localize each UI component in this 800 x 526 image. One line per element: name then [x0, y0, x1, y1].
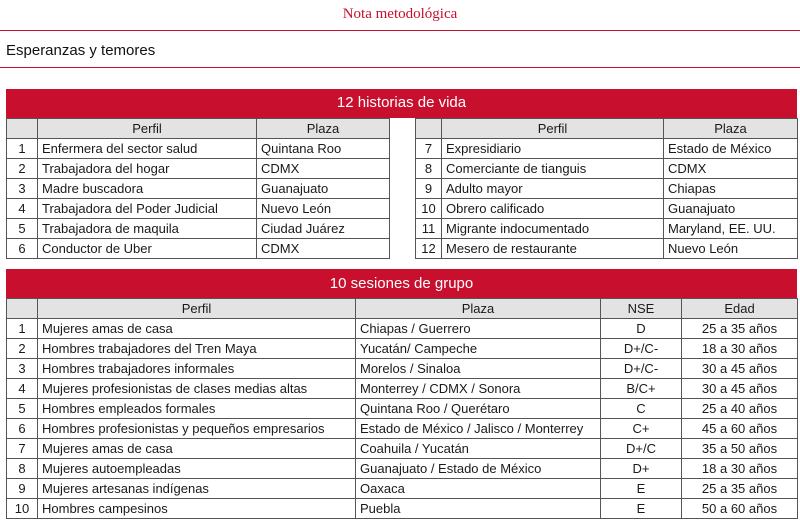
- historias-left-table: [6, 118, 390, 259]
- row-number: 9: [416, 179, 442, 199]
- row-perfil: Comerciante de tianguis: [442, 159, 664, 179]
- row-nse: C: [601, 399, 682, 419]
- row-number: 3: [7, 359, 38, 379]
- row-number: 2: [7, 339, 38, 359]
- row-perfil: Mesero de restaurante: [442, 239, 664, 259]
- row-number: 8: [416, 159, 442, 179]
- row-nse: D: [601, 319, 682, 339]
- row-perfil: Hombres campesinos: [38, 499, 356, 519]
- row-perfil: Madre buscadora: [38, 179, 257, 199]
- row-perfil: Trabajadora del Poder Judicial: [38, 199, 257, 219]
- row-number: 5: [7, 219, 38, 239]
- row-nse: E: [601, 499, 682, 519]
- table-gap: [389, 118, 415, 122]
- row-number: 10: [416, 199, 442, 219]
- table-row: [416, 179, 798, 199]
- table-row: [7, 159, 390, 179]
- historias-right-table: [415, 118, 798, 259]
- row-number: 4: [7, 199, 38, 219]
- table-row: [416, 239, 798, 259]
- row-plaza: Morelos / Sinaloa: [356, 359, 601, 379]
- row-number: 3: [7, 179, 38, 199]
- header-num: [7, 119, 38, 139]
- table-row: [7, 419, 798, 439]
- row-perfil: Trabajadora del hogar: [38, 159, 257, 179]
- row-plaza: Guanajuato: [664, 199, 798, 219]
- row-nse: C+: [601, 419, 682, 439]
- row-plaza: Quintana Roo: [257, 139, 390, 159]
- table-header-row: [7, 299, 798, 319]
- row-perfil: Mujeres amas de casa: [38, 319, 356, 339]
- row-plaza: Nuevo León: [664, 239, 798, 259]
- table-row: [7, 339, 798, 359]
- row-plaza: Guanajuato: [257, 179, 390, 199]
- table-row: [7, 179, 390, 199]
- row-perfil: Mujeres amas de casa: [38, 439, 356, 459]
- row-perfil: Expresidiario: [442, 139, 664, 159]
- table-row: [416, 139, 798, 159]
- row-perfil: Hombres trabajadores del Tren Maya: [38, 339, 356, 359]
- row-edad: 45 a 60 años: [682, 419, 798, 439]
- header-num: [7, 299, 38, 319]
- table-row: [7, 359, 798, 379]
- row-number: 8: [7, 459, 38, 479]
- row-nse: D+: [601, 459, 682, 479]
- row-plaza: Ciudad Juárez: [257, 219, 390, 239]
- row-perfil: Mujeres profesionistas de clases medias altas: [38, 379, 356, 399]
- row-plaza: CDMX: [257, 159, 390, 179]
- table-row: [7, 319, 798, 339]
- row-plaza: CDMX: [257, 239, 390, 259]
- row-plaza: Oaxaca: [356, 479, 601, 499]
- table-row: [416, 159, 798, 179]
- header-perfil: Perfil: [442, 119, 664, 139]
- row-perfil: Migrante indocumentado: [442, 219, 664, 239]
- historias-title: 12 historias de vida: [336, 94, 467, 111]
- row-edad: 30 a 45 años: [682, 359, 798, 379]
- row-edad: 18 a 30 años: [682, 339, 798, 359]
- header-plaza: Plaza: [664, 119, 798, 139]
- header-perfil: Perfil: [38, 119, 257, 139]
- row-plaza: Estado de México: [664, 139, 798, 159]
- page-header-title: Nota metodológica: [342, 6, 458, 22]
- row-plaza: Nuevo León: [257, 199, 390, 219]
- row-nse: D+/C: [601, 439, 682, 459]
- row-edad: 30 a 45 años: [682, 379, 798, 399]
- row-perfil: Obrero calificado: [442, 199, 664, 219]
- row-edad: 25 a 35 años: [682, 319, 798, 339]
- table-row: [7, 399, 798, 419]
- header-num: [416, 119, 442, 139]
- row-plaza: Maryland, EE. UU.: [664, 219, 798, 239]
- row-number: 6: [7, 419, 38, 439]
- row-nse: D+/C-: [601, 359, 682, 379]
- row-plaza: Puebla: [356, 499, 601, 519]
- row-plaza: Chiapas / Guerrero: [356, 319, 601, 339]
- table-row: [7, 219, 390, 239]
- table-row: [7, 439, 798, 459]
- header-plaza: Plaza: [356, 299, 601, 319]
- table-row: [7, 499, 798, 519]
- row-edad: 35 a 50 años: [682, 439, 798, 459]
- row-number: 11: [416, 219, 442, 239]
- table-row: [7, 239, 390, 259]
- row-edad: 18 a 30 años: [682, 459, 798, 479]
- historias-title-bar: [6, 89, 797, 118]
- row-perfil: Hombres trabajadores informales: [38, 359, 356, 379]
- row-perfil: Hombres empleados formales: [38, 399, 356, 419]
- table-row: [7, 199, 390, 219]
- row-plaza: Coahuila / Yucatán: [356, 439, 601, 459]
- table-header-row: [7, 119, 390, 139]
- row-number: 12: [416, 239, 442, 259]
- row-perfil: Conductor de Uber: [38, 239, 257, 259]
- header-perfil: Perfil: [38, 299, 356, 319]
- row-plaza: Yucatán/ Campeche: [356, 339, 601, 359]
- row-perfil: Trabajadora de maquila: [38, 219, 257, 239]
- header-divider: [0, 30, 800, 31]
- row-nse: E: [601, 479, 682, 499]
- row-edad: 25 a 35 años: [682, 479, 798, 499]
- row-plaza: Chiapas: [664, 179, 798, 199]
- row-number: 10: [7, 499, 38, 519]
- row-perfil: Adulto mayor: [442, 179, 664, 199]
- row-plaza: Monterrey / CDMX / Sonora: [356, 379, 601, 399]
- sesiones-title: 10 sesiones de grupo: [329, 275, 474, 292]
- subtitle-divider: [0, 67, 800, 68]
- row-number: 9: [7, 479, 38, 499]
- table-row: [416, 219, 798, 239]
- sesiones-table: [6, 298, 798, 519]
- page-subtitle: Esperanzas y temores: [6, 42, 156, 59]
- header-edad: Edad: [682, 299, 798, 319]
- row-perfil: Mujeres autoempleadas: [38, 459, 356, 479]
- row-perfil: Mujeres artesanas indígenas: [38, 479, 356, 499]
- row-plaza: Guanajuato / Estado de México: [356, 459, 601, 479]
- row-plaza: CDMX: [664, 159, 798, 179]
- row-number: 6: [7, 239, 38, 259]
- table-row: [7, 139, 390, 159]
- table-header-row: [416, 119, 798, 139]
- row-edad: 50 a 60 años: [682, 499, 798, 519]
- row-plaza: Quintana Roo / Querétaro: [356, 399, 601, 419]
- table-row: [7, 479, 798, 499]
- row-number: 1: [7, 139, 38, 159]
- row-number: 7: [7, 439, 38, 459]
- row-number: 4: [7, 379, 38, 399]
- table-row: [7, 459, 798, 479]
- header-nse: NSE: [601, 299, 682, 319]
- row-edad: 25 a 40 años: [682, 399, 798, 419]
- row-number: 2: [7, 159, 38, 179]
- row-nse: D+/C-: [601, 339, 682, 359]
- table-row: [7, 379, 798, 399]
- row-nse: B/C+: [601, 379, 682, 399]
- row-perfil: Enfermera del sector salud: [38, 139, 257, 159]
- row-number: 5: [7, 399, 38, 419]
- row-number: 1: [7, 319, 38, 339]
- table-row: [416, 199, 798, 219]
- row-plaza: Estado de México / Jalisco / Monterrey: [356, 419, 601, 439]
- header-plaza: Plaza: [257, 119, 390, 139]
- row-number: 7: [416, 139, 442, 159]
- row-perfil: Hombres profesionistas y pequeños empresarios: [38, 419, 356, 439]
- sesiones-title-bar: [6, 269, 797, 298]
